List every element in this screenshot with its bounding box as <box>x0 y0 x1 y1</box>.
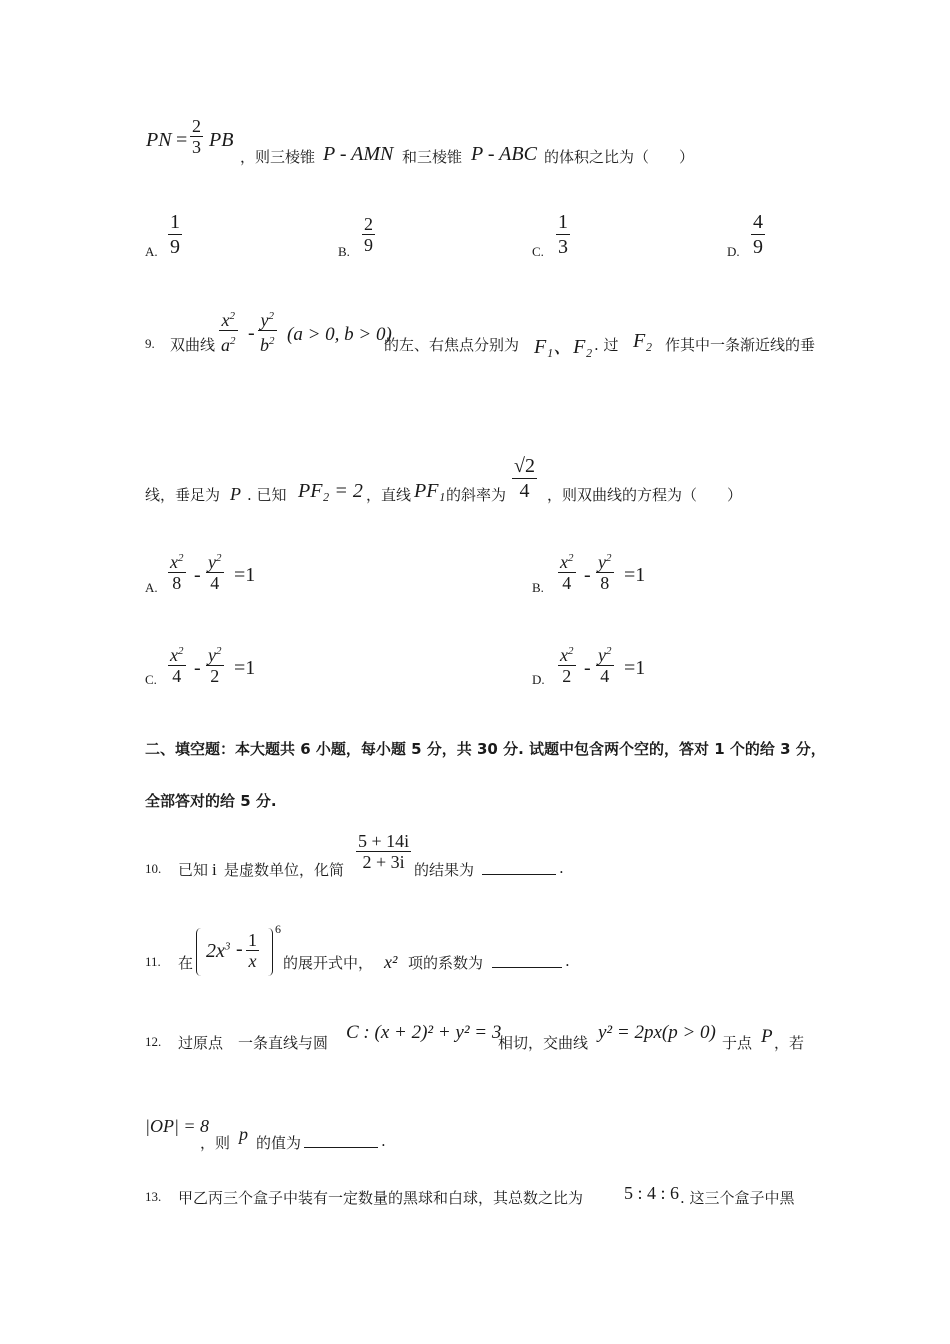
q9-line2-text3: ，直线 <box>366 486 412 504</box>
q12-end: . <box>381 1132 386 1150</box>
q9-x-term: $x^2$ $a^2$ <box>221 310 236 355</box>
q12-answer-blank[interactable] <box>304 1133 378 1148</box>
q9-text4: 作其中一条渐近线的垂 <box>665 336 816 354</box>
q9-f2: F₂ <box>633 330 653 352</box>
q12-text3: 于点 <box>722 1034 753 1052</box>
q12-number: 12. <box>145 1034 162 1049</box>
q10-end: . <box>559 859 564 877</box>
q9-foci: F₁、F₂ <box>534 336 593 358</box>
q11-text1: 在 <box>178 954 194 972</box>
q8-option-c-value[interactable]: 1 3 <box>558 211 568 258</box>
q9-line2-text1: 线，垂足为 <box>145 486 221 504</box>
q11-answer-blank[interactable] <box>492 953 562 968</box>
q12-circle: C : (x + 2)² + y² = 3 <box>346 1022 502 1043</box>
q12-text4: ，若 <box>774 1034 805 1052</box>
q9-number: 9. <box>145 336 155 351</box>
section2-line2: 全部答对的给 5 分. <box>145 792 277 810</box>
q9-condition: (a > 0, b > 0) <box>287 324 392 345</box>
q8-option-d-label[interactable]: D. <box>727 244 740 259</box>
q9-slope: √2 4 <box>514 455 535 502</box>
q9-pf2: PF₂ = 2 <box>298 480 363 502</box>
section2-line1: 二、填空题：本大题共 6 小题，每小题 5 分，共 30 分. 试题中包含两个空的，答对 1 个的给 3 分， <box>145 740 826 758</box>
q8-text2: 和三棱锥 <box>402 148 463 166</box>
q9-option-d-label[interactable]: D. <box>532 672 545 687</box>
q9-foot-p: P <box>230 484 241 504</box>
q9-line2-text5: ，则双曲线的方程为（ ） <box>547 486 743 504</box>
q10-fraction: 5 + 14i 2 + 3i <box>358 831 410 872</box>
q12-param-p: p <box>239 1124 248 1144</box>
q11-power: 6 <box>275 922 281 936</box>
q12-point-p: P <box>761 1026 773 1047</box>
q8-text3: 的体积之比为（ ） <box>544 148 695 166</box>
q8-option-c-label[interactable]: C. <box>532 244 544 259</box>
q10-number: 10. <box>145 861 162 876</box>
q9-minus: - <box>248 322 255 344</box>
q12-text2: 相切，交曲线 <box>498 1034 589 1052</box>
q11-number: 11. <box>145 954 161 969</box>
q12-line2-text2: 的值为 <box>256 1134 302 1152</box>
q10-text2: 是虚数单位，化简 <box>224 861 345 879</box>
q9-pf1: PF₁ <box>414 480 446 502</box>
q13-ratio: 5 : 4 : 6 <box>624 1183 680 1203</box>
q9-option-c-label[interactable]: C. <box>145 672 157 687</box>
q9-line2-text4: 的斜率为 <box>446 486 507 504</box>
q9-text1: 双曲线 <box>170 336 216 354</box>
q11-text3: 项的系数为 <box>408 954 484 972</box>
q10-text1: 已知 <box>178 861 209 879</box>
q13-text2: . 这三个盒子中黑 <box>680 1189 795 1207</box>
q9-option-b-label[interactable]: B. <box>532 580 544 595</box>
q9-line2-text2: . 已知 <box>247 486 287 504</box>
q8-eq: = <box>176 129 188 151</box>
q10-i: i <box>212 860 217 879</box>
q13-text1: 甲乙丙三个盒子中装有一定数量的黑球和白球，其总数之比为 <box>178 1189 584 1207</box>
q11-term: x² <box>384 952 398 972</box>
q11-end: . <box>565 952 570 970</box>
q12-op: |OP| = 8 <box>145 1116 210 1136</box>
q11-text2: 的展开式中， <box>283 954 374 972</box>
q8-text1: ，则三棱锥 <box>240 148 316 166</box>
q11-binomial: $2x^3$ - 1 x 6 <box>196 928 276 978</box>
q8-pyramid2: P - ABC <box>471 143 537 165</box>
q8-pyramid1: P - AMN <box>323 143 394 165</box>
q8-option-a-label[interactable]: A. <box>145 244 158 259</box>
q10-text3: 的结果为 <box>414 861 475 879</box>
q10-answer-blank[interactable] <box>482 860 556 875</box>
q13-number: 13. <box>145 1189 162 1204</box>
q8-option-a-value[interactable]: 1 9 <box>170 211 180 258</box>
q8-rhs: PB <box>209 129 234 151</box>
q12-text1: 过原点 一条直线与圆 <box>178 1034 329 1052</box>
q12-line2-text1: ，则 <box>200 1134 231 1152</box>
q8-lhs: PN <box>146 129 172 151</box>
q9-option-a-label[interactable]: A. <box>145 580 158 595</box>
q9-text2: 的左、右焦点分别为 <box>384 336 520 354</box>
q8-option-d-value[interactable]: 4 9 <box>753 211 763 258</box>
q12-curve: y² = 2px(p > 0) <box>598 1022 716 1043</box>
q8-option-b-value[interactable]: 2 9 <box>364 214 373 255</box>
q9-text3: . 过 <box>594 336 619 354</box>
q9-y-term: $y^2$ $b^2$ <box>260 310 275 355</box>
q8-fraction: 2 3 <box>192 116 201 157</box>
q8-option-b-label[interactable]: B. <box>338 244 350 259</box>
